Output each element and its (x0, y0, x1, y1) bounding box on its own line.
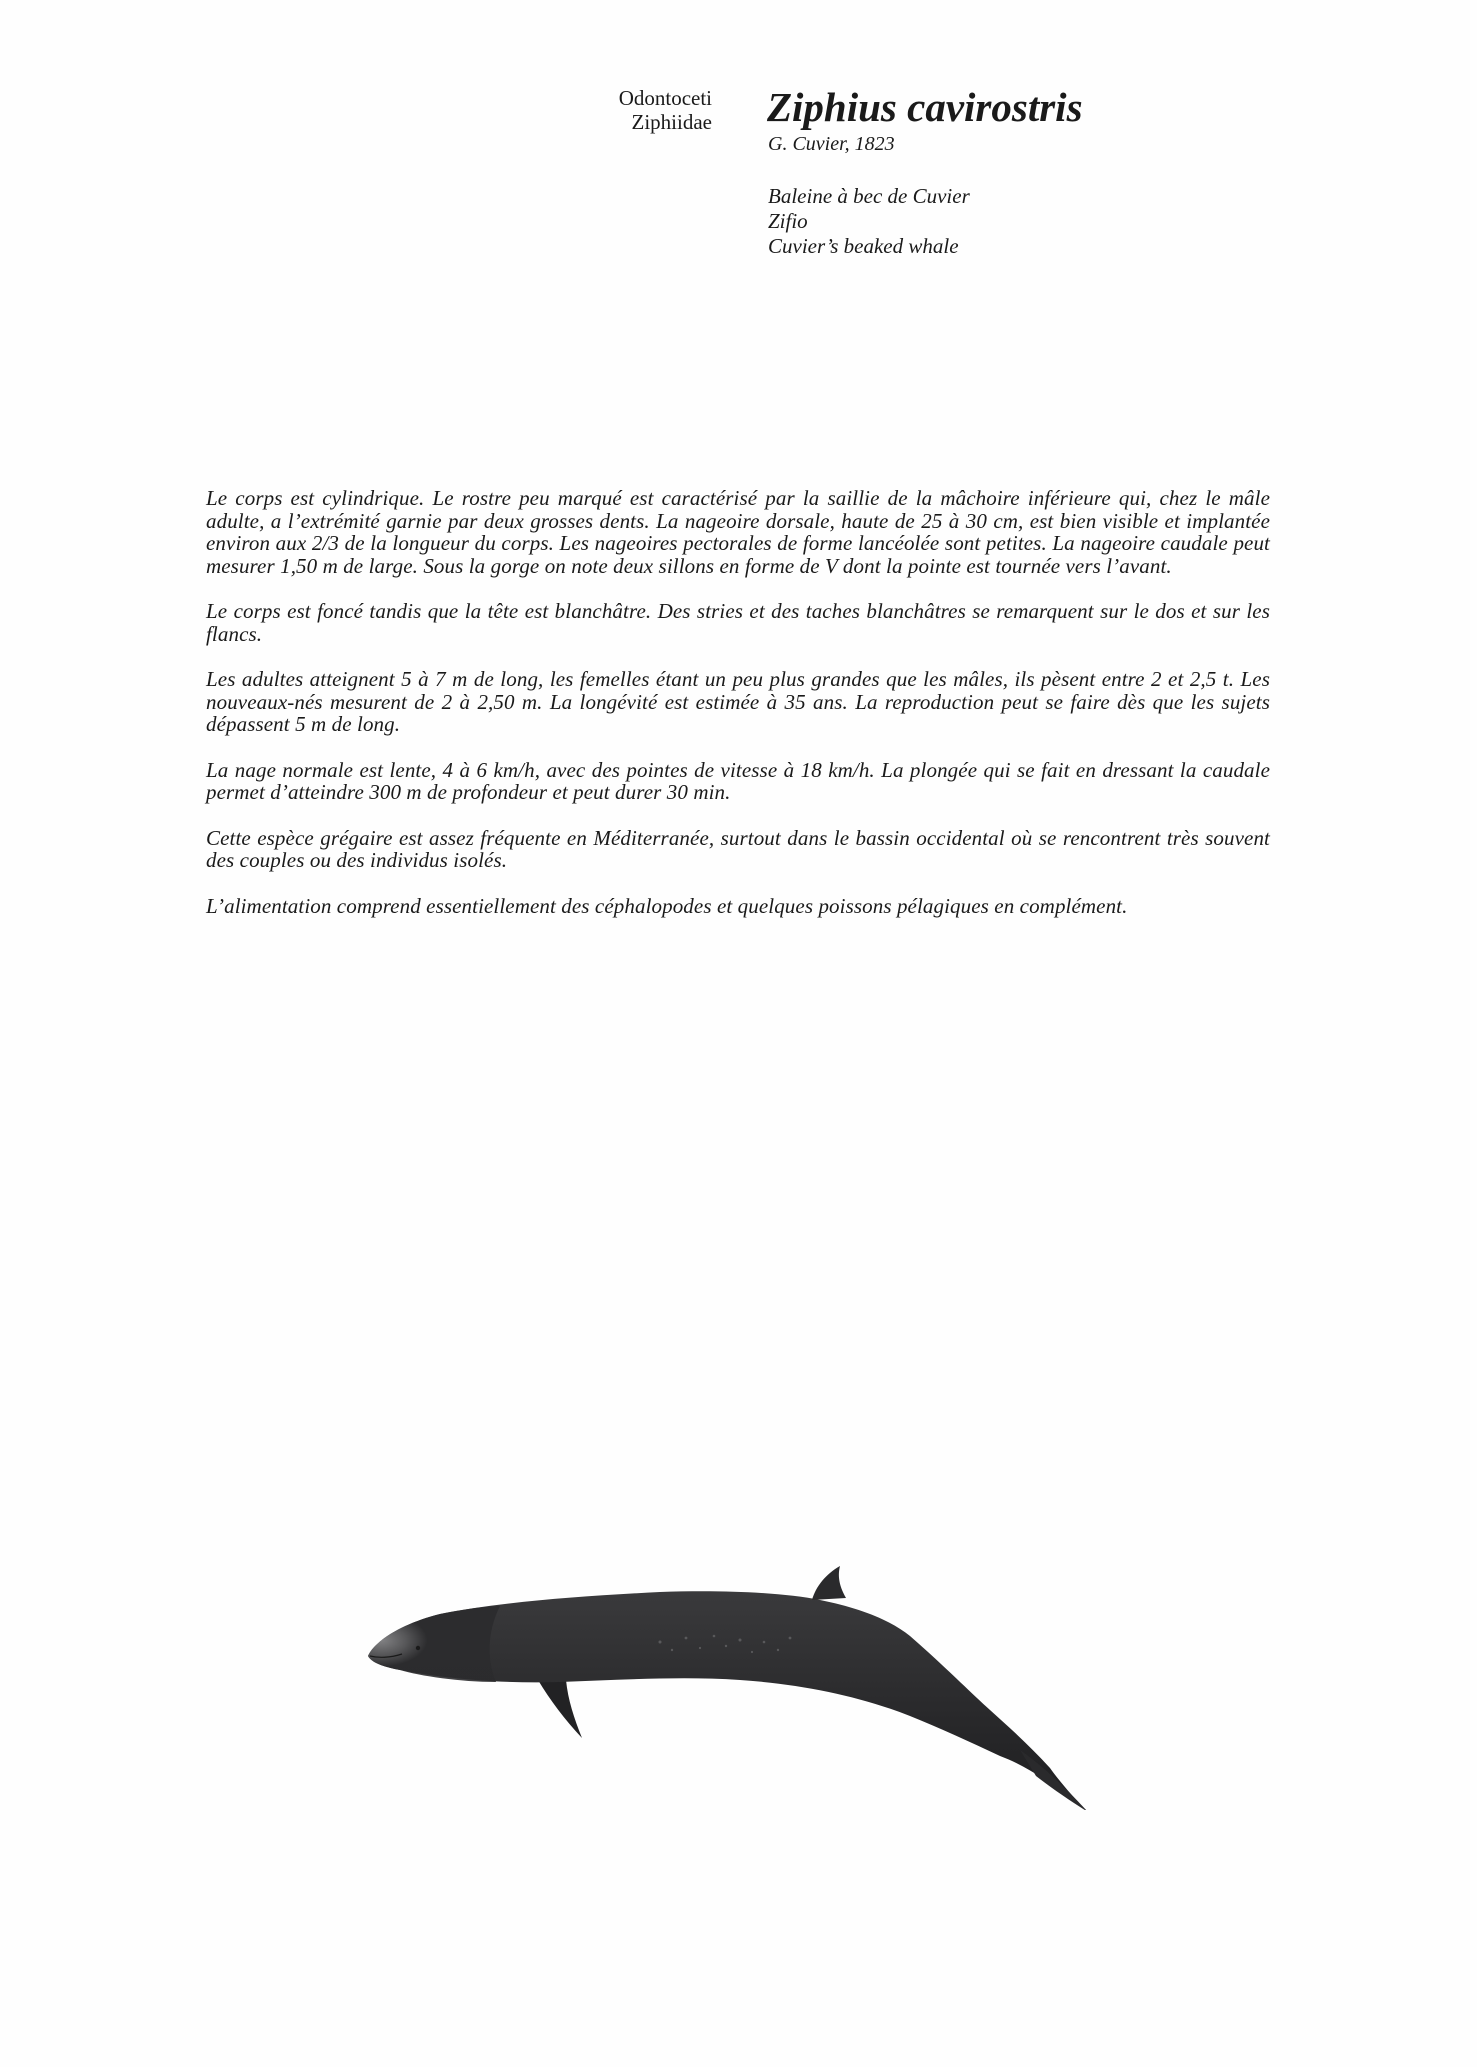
paragraph-swimming: La nage normale est lente, 4 à 6 km/h, avec des pointes de vitesse à 18 km/h. La plongée qui se fait en dressant la caudale permet d’atteindre 300 m de profondeur et peut durer 30 min. (206, 757, 1270, 804)
common-name-english: Cuvier’s beaked whale (768, 234, 959, 258)
common-name-french: Baleine à bec de Cuvier (768, 184, 970, 208)
dorsal-fin (812, 1566, 846, 1600)
species-header (767, 84, 1287, 259)
paragraph-morphology: Le corps est cylindrique. Le rostre peu marqué est caractérisé par la saillie de la mâchoire inférieure qui, chez le mâle adulte, a l’extrémité garnie par deux grosses dents. La nageoire dorsale, haute de 25 à 30 cm, est bien visible et implantée environ aux 2/3 de la longueur du corps. Les nageoires pectorales de forme lancéolée sont petites. La nageoire caudale peut mesurer 1,50 m de large. Sous la gorge on note deux sillons en forme de V dont la pointe est tournée vers l’avant. (206, 486, 1270, 578)
common-names (768, 184, 1287, 259)
whale-head (368, 1606, 500, 1682)
suborder: Odontoceti (618, 86, 712, 110)
paragraph-distribution: Cette espèce grégaire est assez fréquente en Méditerranée, surtout dans le bassin occidental où se rencontrent très souvent des couples ou des individus isolés. (206, 825, 1270, 872)
description (206, 487, 1270, 940)
paragraph-coloration: Le corps est foncé tandis que la tête est blanchâtre. Des stries et des taches blanchâtres se remarquent sur le dos et sur les flancs. (206, 599, 1270, 646)
pectoral-fin (538, 1680, 582, 1738)
paragraph-diet: L’alimentation comprend essentiellement des céphalopodes et quelques poissons pélagiques en complément. (206, 893, 1128, 918)
taxonomy (560, 86, 712, 134)
authority: G. Cuvier, 1823 (768, 133, 895, 155)
scientific-name: Ziphius cavirostris (767, 84, 1083, 130)
tail-fluke (1020, 1750, 1088, 1810)
common-name-italian: Zifio (768, 209, 808, 233)
family: Ziphiidae (631, 110, 712, 134)
paragraph-size: Les adultes atteignent 5 à 7 m de long, les femelles étant un peu plus grandes que les mâles, ils pèsent entre 2 et 2,5 t. Les nouveaux-nés mesurent de 2 à 2,50 m. La longévité est estimée à 35 ans. La reproduction peut se faire dès que les sujets dépassent 5 m de long. (206, 667, 1270, 736)
eye (416, 1646, 420, 1650)
whale-illustration (360, 1550, 1100, 1810)
